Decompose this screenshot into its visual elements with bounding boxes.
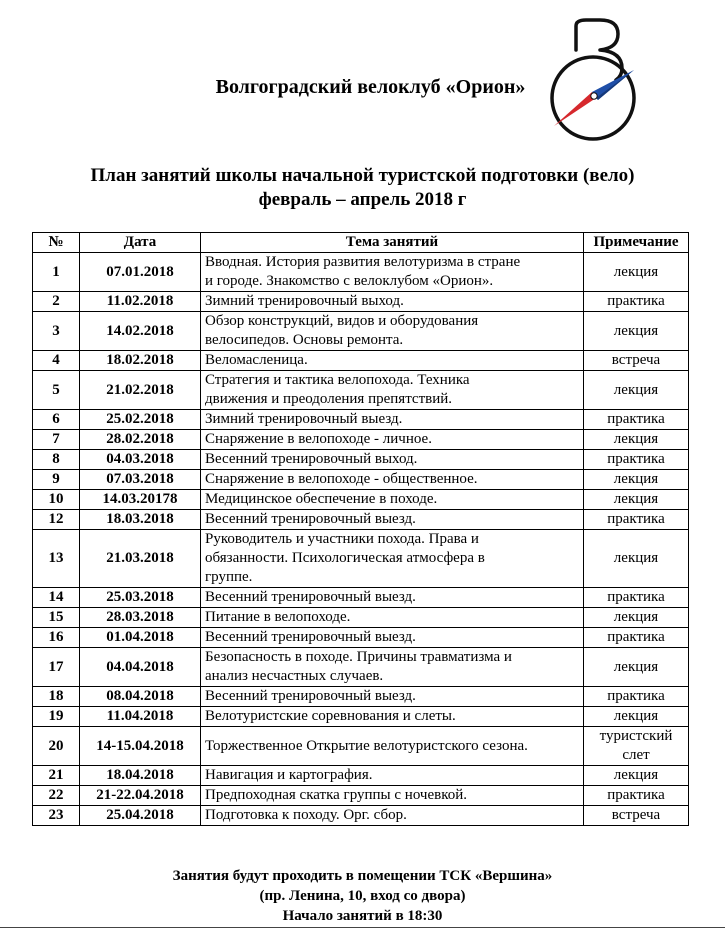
row-number: 7 (33, 430, 80, 450)
topic-line: обязанности. Психологическая атмосфера в (205, 550, 485, 566)
row-note: практика (584, 628, 689, 648)
table-row (33, 727, 689, 766)
table-row (33, 470, 689, 490)
row-number: 20 (33, 727, 80, 766)
row-date: 11.04.2018 (80, 707, 201, 727)
row-date: 07.01.2018 (80, 253, 201, 292)
row-number: 6 (33, 410, 80, 430)
row-topic (201, 450, 584, 470)
row-topic (201, 253, 584, 292)
row-number: 13 (33, 530, 80, 588)
row-note: практика (584, 687, 689, 707)
table-row (33, 530, 689, 588)
topic-line: движения и преодоления препятствий. (205, 391, 453, 407)
row-number: 5 (33, 371, 80, 410)
table-row (33, 430, 689, 450)
row-number: 22 (33, 786, 80, 806)
note-line: туристский (599, 728, 673, 744)
row-number: 10 (33, 490, 80, 510)
row-note: лекция (584, 648, 689, 687)
note-line: слет (622, 747, 650, 763)
topic-line: Вводная. История развития велотуризма в стране (205, 254, 521, 270)
schedule-body (33, 253, 689, 826)
row-topic (201, 351, 584, 371)
row-number: 15 (33, 608, 80, 628)
topic-line: Навигация и картография. (205, 767, 373, 783)
plan-title-line1: План занятий школы начальной туристской подготовки (вело) (90, 165, 635, 186)
table-row (33, 351, 689, 371)
table-row (33, 253, 689, 292)
topic-line: Стратегия и тактика велопохода. Техника (205, 372, 470, 388)
row-number: 19 (33, 707, 80, 727)
table-row (33, 292, 689, 312)
topic-line: и городе. Знакомство с велоклубом «Орион». (205, 273, 494, 289)
table-row (33, 628, 689, 648)
row-date: 25.02.2018 (80, 410, 201, 430)
plan-title (0, 164, 725, 212)
table-row (33, 490, 689, 510)
row-topic (201, 410, 584, 430)
row-number: 1 (33, 253, 80, 292)
row-note: встреча (584, 351, 689, 371)
plan-title-line2: февраль – апрель 2018 г (258, 189, 467, 210)
row-note: лекция (584, 371, 689, 410)
row-topic (201, 371, 584, 410)
table-row (33, 687, 689, 707)
row-number: 14 (33, 588, 80, 608)
row-date: 14.02.2018 (80, 312, 201, 351)
topic-line: Весенний тренировочный выход. (205, 451, 418, 467)
row-number: 2 (33, 292, 80, 312)
topic-line: велосипедов. Основы ремонта. (205, 332, 404, 348)
table-row (33, 312, 689, 351)
row-note: лекция (584, 530, 689, 588)
header-num: № (33, 233, 80, 253)
topic-line: Питание в велопоходе. (205, 609, 351, 625)
row-topic (201, 490, 584, 510)
topic-line: Велотуристские соревнования и слеты. (205, 708, 456, 724)
topic-line: Снаряжение в велопоходе - личное. (205, 431, 432, 447)
row-topic (201, 470, 584, 490)
row-date: 07.03.2018 (80, 470, 201, 490)
club-title: Волгоградский велоклуб «Орион» (215, 76, 526, 98)
row-number: 16 (33, 628, 80, 648)
row-number: 3 (33, 312, 80, 351)
topic-line: Медицинское обеспечение в походе. (205, 491, 438, 507)
header-note: Примечание (584, 233, 689, 253)
row-date: 18.03.2018 (80, 510, 201, 530)
row-note: практика (584, 786, 689, 806)
table-row (33, 766, 689, 786)
row-note: практика (584, 588, 689, 608)
topic-line: Обзор конструкций, видов и оборудования (205, 313, 479, 329)
row-number: 18 (33, 687, 80, 707)
row-note: лекция (584, 470, 689, 490)
row-topic (201, 806, 584, 826)
topic-line: Веломасленица. (205, 352, 308, 368)
topic-line: анализ несчастных случаев. (205, 668, 384, 684)
row-number: 17 (33, 648, 80, 687)
row-note: практика (584, 410, 689, 430)
row-date: 04.04.2018 (80, 648, 201, 687)
row-topic (201, 430, 584, 450)
table-row (33, 608, 689, 628)
row-date: 28.02.2018 (80, 430, 201, 450)
row-date: 25.04.2018 (80, 806, 201, 826)
row-note: лекция (584, 707, 689, 727)
row-topic (201, 766, 584, 786)
footer-address: (пр. Ленина, 10, вход со двора) (259, 888, 466, 904)
table-row (33, 786, 689, 806)
row-date: 21-22.04.2018 (80, 786, 201, 806)
row-topic (201, 727, 584, 766)
topic-line: Весенний тренировочный выезд. (205, 688, 416, 704)
topic-line: Торжественное Открытие велотуристского сезона. (205, 737, 528, 754)
row-topic (201, 588, 584, 608)
row-number: 8 (33, 450, 80, 470)
row-topic (201, 628, 584, 648)
row-number: 9 (33, 470, 80, 490)
topic-line: Подготовка к походу. Орг. сбор. (205, 807, 407, 823)
schedule-table (32, 232, 689, 826)
row-number: 4 (33, 351, 80, 371)
row-topic (201, 608, 584, 628)
row-topic (201, 292, 584, 312)
orion-bicycle-compass-logo (546, 18, 640, 144)
table-row (33, 806, 689, 826)
row-number: 21 (33, 766, 80, 786)
topic-line: Зимний тренировочный выход. (205, 293, 404, 309)
topic-line: Снаряжение в велопоходе - общественное. (205, 471, 478, 487)
topic-line: Весенний тренировочный выезд. (205, 589, 416, 605)
table-row (33, 707, 689, 727)
row-topic (201, 510, 584, 530)
row-topic (201, 687, 584, 707)
row-date: 01.04.2018 (80, 628, 201, 648)
row-number: 23 (33, 806, 80, 826)
row-topic (201, 648, 584, 687)
row-date: 21.02.2018 (80, 371, 201, 410)
row-note: лекция (584, 430, 689, 450)
topic-line: Весенний тренировочный выезд. (205, 629, 416, 645)
row-date: 14-15.04.2018 (80, 727, 201, 766)
row-note: практика (584, 450, 689, 470)
row-note: лекция (584, 490, 689, 510)
row-date: 14.03.20178 (80, 490, 201, 510)
row-note: лекция (584, 766, 689, 786)
row-date: 08.04.2018 (80, 687, 201, 707)
row-note: практика (584, 510, 689, 530)
row-note (584, 727, 689, 766)
row-number: 12 (33, 510, 80, 530)
table-header-row (33, 233, 689, 253)
table-row (33, 410, 689, 430)
row-note: встреча (584, 806, 689, 826)
topic-line: группе. (205, 569, 253, 585)
topic-line: Зимний тренировочный выезд. (205, 411, 403, 427)
row-date: 28.03.2018 (80, 608, 201, 628)
footer-start-time: Начало занятий в 18:30 (282, 908, 443, 924)
row-date: 21.03.2018 (80, 530, 201, 588)
row-note: лекция (584, 253, 689, 292)
row-note: лекция (584, 608, 689, 628)
footer-location: Занятия будут проходить в помещении ТСК «Вершина» (172, 868, 553, 884)
table-row (33, 510, 689, 530)
row-date: 04.03.2018 (80, 450, 201, 470)
table-row (33, 648, 689, 687)
header-date: Дата (80, 233, 201, 253)
topic-line: Руководитель и участники похода. Права и (205, 531, 479, 547)
row-note: лекция (584, 312, 689, 351)
row-topic (201, 530, 584, 588)
row-date: 25.03.2018 (80, 588, 201, 608)
table-row (33, 371, 689, 410)
footer (0, 866, 725, 926)
row-topic (201, 312, 584, 351)
row-topic (201, 786, 584, 806)
bottom-rule (0, 927, 725, 928)
row-note: практика (584, 292, 689, 312)
table-row (33, 588, 689, 608)
topic-line: Предпоходная скатка группы с ночевкой. (205, 787, 468, 803)
topic-line: Безопасность в походе. Причины травматизма и (205, 649, 512, 665)
topic-line: Весенний тренировочный выезд. (205, 511, 416, 527)
header-topic: Тема занятий (201, 233, 584, 253)
row-date: 18.04.2018 (80, 766, 201, 786)
row-date: 11.02.2018 (80, 292, 201, 312)
row-date: 18.02.2018 (80, 351, 201, 371)
row-topic (201, 707, 584, 727)
table-row (33, 450, 689, 470)
